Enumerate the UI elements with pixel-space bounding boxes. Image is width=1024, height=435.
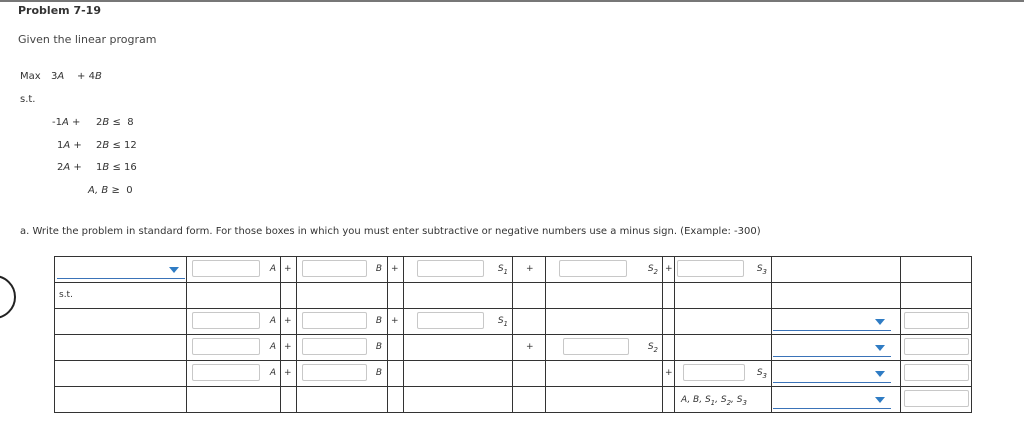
objective-row	[55, 257, 972, 283]
plus-sign: +	[284, 264, 292, 274]
c3-b-input[interactable]	[302, 364, 367, 381]
c3-rhs-input[interactable]	[904, 364, 969, 381]
c2-b-input[interactable]	[302, 338, 367, 355]
standard-form-table	[54, 256, 972, 413]
c2-rhs-input[interactable]	[904, 338, 969, 355]
var-s2-label: $S_2$	[647, 342, 658, 354]
plus-sign: +	[665, 368, 673, 378]
var-b-label: B	[375, 342, 382, 352]
var-s3-label: $S_3$	[756, 264, 767, 276]
c3-a-input[interactable]	[192, 364, 260, 381]
plus-sign: +	[284, 342, 292, 352]
var-b-label: B	[375, 264, 382, 274]
plus-sign: +	[526, 342, 534, 352]
nonnegativity: A, B ≥ 0	[88, 185, 133, 196]
var-b-label: B	[375, 316, 382, 326]
st-row	[55, 283, 972, 309]
var-a-label: A	[269, 316, 276, 326]
plus-sign: +	[665, 264, 673, 274]
constraint-1-rhs: 2B ≤ 8	[96, 117, 134, 128]
objective-type-dropdown[interactable]	[57, 261, 185, 279]
c3-relation-dropdown[interactable]	[773, 365, 891, 383]
obj-s2-input[interactable]	[559, 260, 627, 277]
chevron-down-icon	[875, 319, 885, 325]
side-circle	[0, 275, 16, 319]
constraint-row-1	[55, 309, 972, 335]
obj-a-input[interactable]	[192, 260, 260, 277]
constraint-row-3	[55, 361, 972, 387]
c1-relation-dropdown[interactable]	[773, 313, 891, 331]
part-a-instruction: a. Write the problem in standard form. For those boxes in which you must enter subtractive or negative numbers use a minus sign. (Example: -300)	[20, 226, 761, 237]
problem-title: Problem 7-19	[18, 4, 101, 17]
nonneg-row	[55, 387, 972, 413]
c1-s1-input[interactable]	[417, 312, 484, 329]
c1-b-input[interactable]	[302, 312, 367, 329]
var-s1-label: $S_1$	[497, 316, 508, 328]
constraint-2: 1A +	[57, 140, 82, 151]
c1-a-input[interactable]	[192, 312, 260, 329]
objective-b-term: + 4B	[77, 71, 102, 82]
constraint-1: -1A +	[52, 117, 81, 128]
var-a-label: A	[269, 342, 276, 352]
obj-s1-input[interactable]	[417, 260, 484, 277]
obj-b-input[interactable]	[302, 260, 367, 277]
chevron-down-icon	[875, 345, 885, 351]
obj-s3-input[interactable]	[677, 260, 744, 277]
var-a-label: A	[269, 368, 276, 378]
plus-sign: +	[391, 316, 399, 326]
top-divider	[0, 0, 1024, 2]
nonneg-relation-dropdown[interactable]	[773, 391, 891, 409]
problem-intro: Given the linear program	[18, 33, 157, 46]
objective-a-coef: 3A	[51, 71, 65, 82]
nonneg-label: A, B, $S_1$, $S_2$, $S_3$	[681, 395, 747, 407]
chevron-down-icon	[169, 267, 179, 273]
plus-sign: +	[526, 264, 534, 274]
max-label: Max	[20, 71, 41, 82]
chevron-down-icon	[875, 371, 885, 377]
st-label: s.t.	[20, 94, 36, 105]
var-s2-label: $S_2$	[647, 264, 658, 276]
c2-s2-input[interactable]	[563, 338, 629, 355]
var-a-label: A	[269, 264, 276, 274]
chevron-down-icon	[875, 397, 885, 403]
constraint-2-rhs: 2B ≤ 12	[96, 140, 137, 151]
var-b-label: B	[375, 368, 382, 378]
plus-sign: +	[284, 316, 292, 326]
c3-s3-input[interactable]	[683, 364, 745, 381]
constraint-row-2	[55, 335, 972, 361]
plus-sign: +	[391, 264, 399, 274]
c1-rhs-input[interactable]	[904, 312, 969, 329]
constraint-3-rhs: 1B ≤ 16	[96, 162, 137, 173]
plus-sign: +	[284, 368, 292, 378]
form-st-label: s.t.	[59, 290, 73, 300]
c2-a-input[interactable]	[192, 338, 260, 355]
var-s3-label: $S_3$	[756, 368, 767, 380]
var-s1-label: $S_1$	[497, 264, 508, 276]
constraint-3: 2A +	[57, 162, 82, 173]
c2-relation-dropdown[interactable]	[773, 339, 891, 357]
nonneg-rhs-input[interactable]	[904, 390, 969, 407]
